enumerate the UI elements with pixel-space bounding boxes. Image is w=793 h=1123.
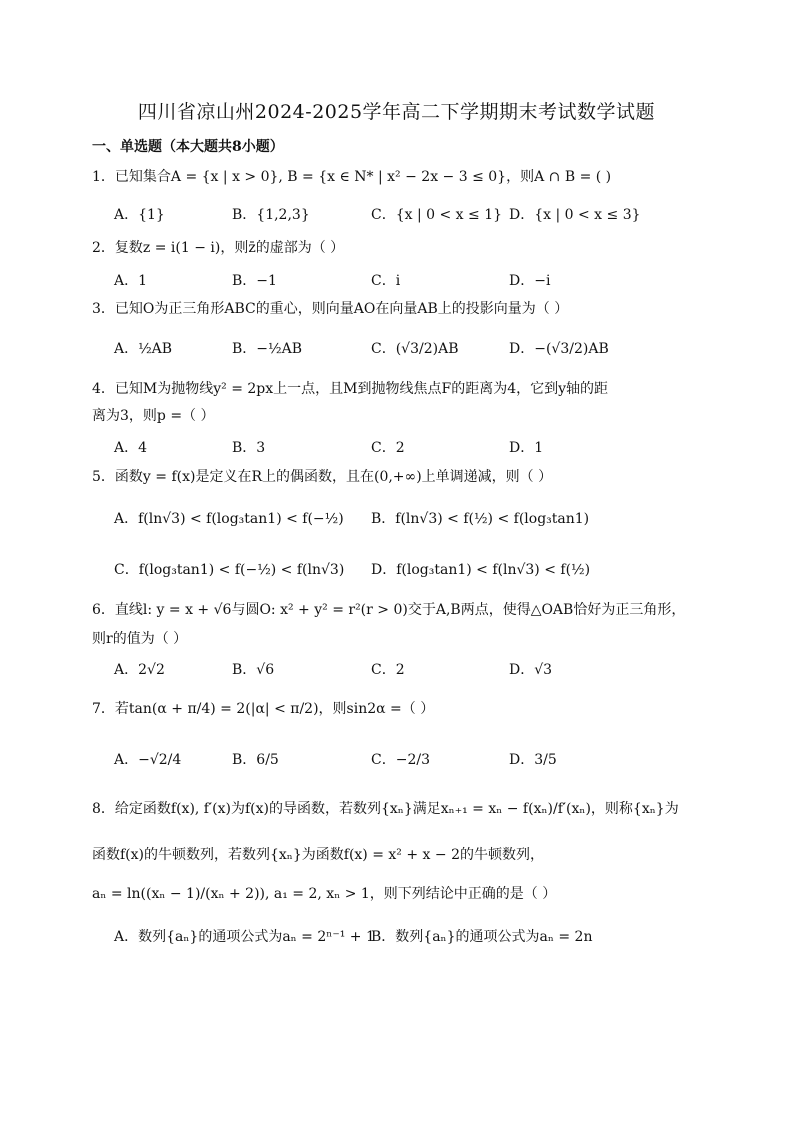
question-5-option-d: D．f(log₃tan1) < f(ln√3) < f(½)	[371, 562, 591, 578]
question-7-option-d: D．3/5	[509, 752, 557, 768]
question-5-option-a: A．f(ln√3) < f(log₃tan1) < f(−½)	[114, 511, 344, 527]
question-7-option-b: B．6/5	[232, 752, 279, 768]
question-4-stem-line-1: 4．已知M为抛物线y² = 2px上一点，且M到抛物线焦点F的距离为4，它到y轴的距	[92, 381, 609, 397]
question-1-option-d: D．{x | 0 < x ≤ 3}	[509, 207, 641, 223]
question-3-option-a: A．½AB	[114, 341, 173, 357]
question-3-option-c: C．(√3/2)AB	[371, 341, 459, 357]
question-3-option-b: B．−½AB	[232, 341, 302, 357]
question-4-option-a: A．4	[114, 440, 148, 456]
question-7-option-a: A．−√2/4	[114, 752, 182, 768]
question-7-stem: 7．若tan(α + π/4) = 2(|α| < π/2)，则sin2α =（ ）	[92, 701, 435, 717]
question-2-option-a: A．1	[114, 273, 148, 289]
question-4-stem-line-2: 离为3，则p =（ ）	[92, 408, 215, 424]
section-heading: 一、单选题（本大题共8小题）	[92, 139, 284, 155]
question-6-option-d: D．√3	[509, 662, 553, 678]
question-6-stem-line-2: 则r的值为（ ）	[92, 631, 188, 647]
question-6-option-c: C．2	[371, 662, 405, 678]
question-8-stem-line-3: aₙ = ln((xₙ − 1)/(xₙ + 2)), a₁ = 2, xₙ > 1，则下列结论中正确的是（ ）	[92, 886, 557, 902]
question-3-stem: 3．已知O为正三角形ABC的重心，则向量AO在向量AB上的投影向量为（ ）	[92, 301, 569, 317]
question-6-stem-line-1: 6．直线l: y = x + √6与圆O: x² + y² = r²(r > 0)交于A,B两点，使得△OAB恰好为正三角形，	[92, 602, 686, 618]
question-4-option-c: C．2	[371, 440, 405, 456]
question-4-option-b: B．3	[232, 440, 266, 456]
question-2-option-b: B．−1	[232, 273, 277, 289]
question-2-option-c: C．i	[371, 273, 401, 289]
question-6-option-b: B．√6	[232, 662, 275, 678]
question-8-stem-line-2: 函数f(x)的牛顿数列，若数列{xₙ}为函数f(x) = x² + x − 2的牛顿数列，	[92, 847, 544, 863]
question-8-option-b: B．数列{aₙ}的通项公式为aₙ = 2n	[371, 929, 593, 945]
question-5-stem: 5．函数y = f(x)是定义在R上的偶函数，且在(0,+∞)上单调递减，则（ ）	[92, 469, 553, 485]
question-6-option-a: A．2√2	[114, 662, 165, 678]
question-1-option-a: A．{1}	[114, 207, 165, 223]
question-2-option-d: D．−i	[509, 273, 551, 289]
page-title: 四川省凉山州2024-2025学年高二下学期期末考试数学试题	[137, 101, 656, 123]
question-8-stem-line-1: 8．给定函数f(x), f′(x)为f(x)的导函数，若数列{xₙ}满足xₙ₊₁ = xₙ − f(xₙ)/f′(xₙ)，则称{xₙ}为	[92, 801, 679, 817]
question-1-stem: 1．已知集合A = {x | x > 0}, B = {x ∈ N* | x² − 2x − 3 ≤ 0}，则A ∩ B = ( )	[92, 169, 612, 185]
question-2-stem: 2．复数z = i(1 − i)，则z̄的虚部为（ ）	[92, 240, 345, 256]
question-4-option-d: D．1	[509, 440, 544, 456]
question-7-option-c: C．−2/3	[371, 752, 430, 768]
question-8-option-a: A．数列{aₙ}的通项公式为aₙ = 2ⁿ⁻¹ + 1	[114, 929, 375, 945]
question-5-option-b: B．f(ln√3) < f(½) < f(log₃tan1)	[371, 511, 590, 527]
question-1-option-c: C．{x | 0 < x ≤ 1}	[371, 207, 503, 223]
question-1-option-b: B．{1,2,3}	[232, 207, 310, 223]
question-5-option-c: C．f(log₃tan1) < f(−½) < f(ln√3)	[114, 562, 345, 578]
question-3-option-d: D．−(√3/2)AB	[509, 341, 609, 357]
